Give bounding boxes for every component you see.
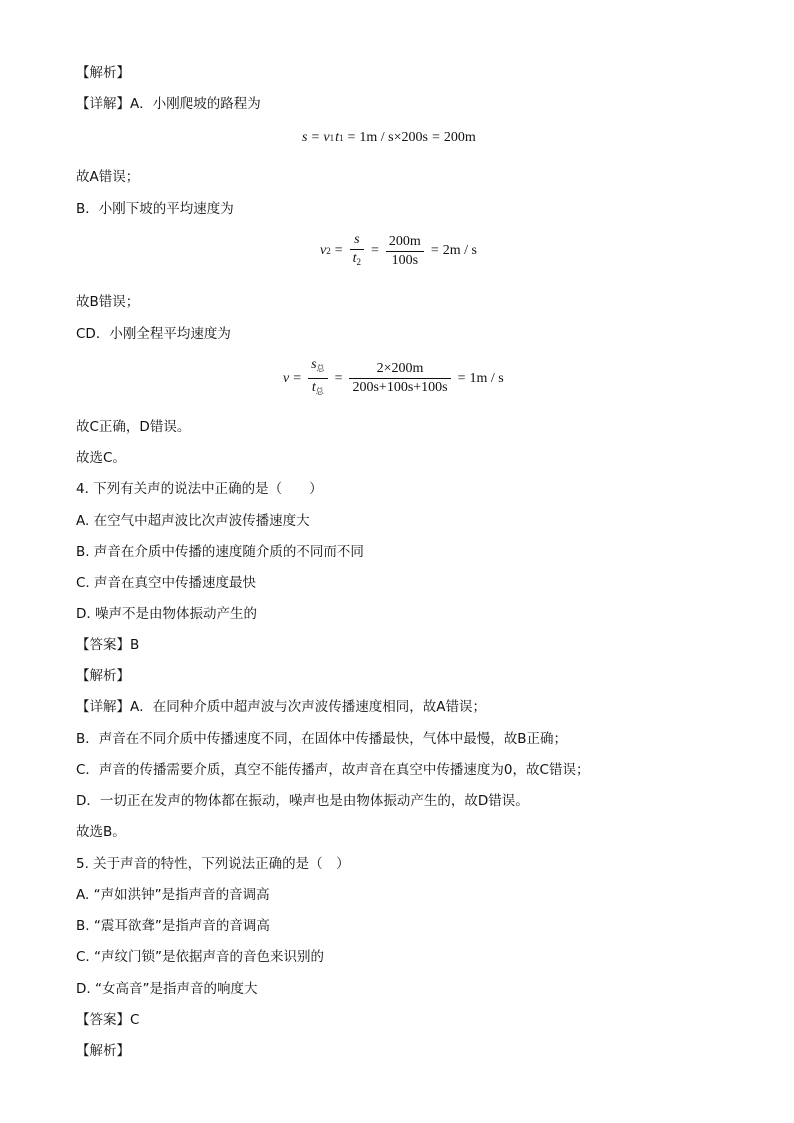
text-line-q5b: B. “震耳欲聋”是指声音的音调高 xyxy=(76,918,270,934)
eq2-result: 2m / s xyxy=(442,243,477,258)
eq1-result: 200m xyxy=(443,130,476,145)
text-line-l1: 故A错误； xyxy=(76,169,140,185)
eq3-eq2: = xyxy=(334,370,343,386)
text-line-q4b: B. 声音在介质中传播的速度随介质的不同而不同 xyxy=(76,544,364,560)
eq3-eq3: = xyxy=(457,370,466,386)
eq1-t: t xyxy=(335,130,339,145)
eq1-v: v xyxy=(323,130,330,145)
eq3-fraction-1 xyxy=(308,357,327,400)
eq2-num1: s xyxy=(354,232,360,247)
text-line-jiexi2: 【解析】 xyxy=(76,668,130,684)
text-line-l6: 故选C。 xyxy=(76,450,126,466)
equation-distance xyxy=(302,130,476,146)
text-line-l3: 故B错误； xyxy=(76,294,140,310)
equation-average-speed xyxy=(283,357,504,400)
eq3-num1-sub: 总 xyxy=(316,364,325,373)
text-line-q5c: C. “声纹门锁”是依据声音的音色来识别的 xyxy=(76,949,324,965)
text-line-q4d: D. 噪声不是由物体振动产生的 xyxy=(76,606,257,622)
text-line-e4d: D．一切正在发声的物体都在振动，噪声也是由物体振动产生的，故D错误。 xyxy=(76,793,529,809)
eq2-den1: t xyxy=(352,251,357,266)
text-line-q4a: A. 在空气中超声波比次声波传播速度大 xyxy=(76,513,310,529)
text-line-e4b: B．声音在不同介质中传播速度不同，在固体中传播最快，气体中最慢，故B正确； xyxy=(76,731,568,747)
text-line-l4: CD．小刚全程平均速度为 xyxy=(76,326,231,342)
text-line-jiexi1: 【解析】 xyxy=(76,65,130,81)
eq3-den1: t xyxy=(311,380,316,395)
eq3-result: 1m / s xyxy=(469,370,504,386)
eq2-num2: 200m xyxy=(388,233,421,249)
text-line-q4c: C. 声音在真空中传播速度最快 xyxy=(76,575,257,591)
eq3-v: v xyxy=(283,370,290,386)
eq1-s: s xyxy=(302,130,308,145)
text-line-l5: 故C正确，D错误。 xyxy=(76,419,191,435)
eq2-eq2: = xyxy=(371,243,379,258)
eq1-v-sub: 1 xyxy=(329,133,335,143)
text-line-q5: 5. 关于声音的特性，下列说法正确的是（ ） xyxy=(76,856,350,872)
equation-downhill-speed xyxy=(320,232,477,270)
text-line-q5a: A. “声如洪钟”是指声音的音调高 xyxy=(76,887,270,903)
eq2-fraction-2 xyxy=(386,234,424,269)
text-line-q5d: D. “女高音”是指声音的响度大 xyxy=(76,981,258,997)
text-line-xiangjie2: 【详解】A．在同种介质中超声波与次声波传播速度相同，故A错误； xyxy=(76,699,486,715)
eq3-fraction-2 xyxy=(349,361,450,396)
eq3-num2: 2×200m xyxy=(376,361,424,376)
eq2-den1-sub: 2 xyxy=(356,257,362,267)
eq1-value: 1m / s×200s xyxy=(359,130,428,145)
text-line-xiangjie1: 【详解】A．小刚爬坡的路程为 xyxy=(76,96,261,112)
eq1-eq2: = xyxy=(347,130,356,145)
text-line-sel4: 故选B。 xyxy=(76,824,126,840)
text-line-e4c: C．声音的传播需要介质，真空不能传播声，故声音在真空中传播速度为0，故C错误； xyxy=(76,762,590,778)
eq2-v: v xyxy=(320,243,327,258)
eq2-den2: 100s xyxy=(391,252,419,268)
eq2-eq3: = xyxy=(430,243,439,258)
text-line-ans4: 【答案】B xyxy=(76,637,140,653)
eq3-den1-sub: 总 xyxy=(315,387,324,396)
text-line-q4: 4. 下列有关声的说法中正确的是（ ） xyxy=(76,481,323,497)
eq2-eq: = xyxy=(334,243,343,258)
eq1-eq: = xyxy=(311,130,320,145)
eq2-fraction-1 xyxy=(350,232,364,270)
eq1-eq3: = xyxy=(431,130,440,145)
text-line-ans5: 【答案】C xyxy=(76,1012,140,1028)
text-line-jiexi3: 【解析】 xyxy=(76,1043,130,1059)
eq2-v-sub: 2 xyxy=(326,246,331,256)
text-line-l2: B．小刚下坡的平均速度为 xyxy=(76,201,234,217)
eq1-t-sub: 1 xyxy=(338,133,344,143)
eq3-num1: s xyxy=(311,357,317,372)
eq3-eq: = xyxy=(293,370,302,386)
eq3-den2: 200s+100s+100s xyxy=(352,380,448,395)
